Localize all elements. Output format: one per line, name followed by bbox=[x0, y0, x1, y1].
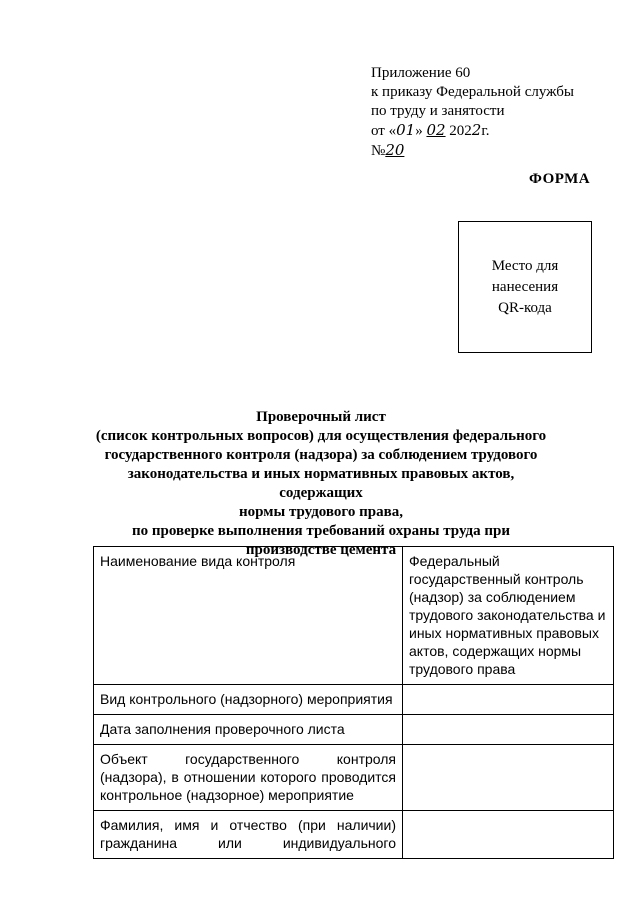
table-row bbox=[94, 685, 614, 715]
table-row bbox=[94, 811, 614, 859]
table-row bbox=[94, 745, 614, 811]
title-line-2: (список контрольных вопросов) для осуществления федерального bbox=[95, 428, 547, 444]
row-label: Объект государственного контроля (надзора), в отношении которого проводится контрольное (надзорное) мероприятие bbox=[94, 745, 403, 811]
row-value bbox=[403, 811, 614, 859]
checklist-info-table bbox=[93, 546, 614, 859]
number-value: 20 bbox=[385, 141, 405, 159]
row-value bbox=[403, 715, 614, 745]
date-day: 01 bbox=[396, 121, 416, 139]
date-prefix: от « bbox=[371, 123, 397, 139]
row-value: Федеральный государственный контроль (надзор) за соблюдением трудового законодательства и иных нормативных правовых актов, содержащих нормы трудового права bbox=[403, 547, 614, 685]
document-title bbox=[86, 408, 556, 560]
row-value bbox=[403, 685, 614, 715]
row-label: Наименование вида контроля bbox=[94, 547, 403, 685]
appendix-block bbox=[371, 64, 574, 161]
date-suffix: г. bbox=[481, 123, 490, 139]
appendix-number bbox=[371, 141, 574, 161]
title-line-3: государственного контроля (надзора) за соблюдением трудового bbox=[104, 447, 538, 463]
title-line-6: по проверке выполнения требований охраны труда при bbox=[132, 523, 510, 539]
qr-line-1: Место для bbox=[491, 257, 559, 274]
row-label: Вид контрольного (надзорного) мероприятия bbox=[94, 685, 403, 715]
title-line-4: законодательства и иных нормативных правовых актов, содержащих bbox=[127, 466, 515, 501]
row-label: Фамилия, имя и отчество (при наличии) гражданина или индивидуального bbox=[94, 811, 403, 859]
number-prefix: № bbox=[371, 143, 386, 159]
title-line-1: Проверочный лист bbox=[256, 409, 386, 425]
appendix-date bbox=[371, 121, 574, 141]
title-line-5: нормы трудового права, bbox=[239, 504, 403, 520]
table-row bbox=[94, 547, 614, 685]
title-line-7: производстве цемента bbox=[245, 542, 397, 558]
table-row bbox=[94, 715, 614, 745]
date-year-digit: 2 bbox=[471, 121, 482, 139]
appendix-line-3: по труду и занятости bbox=[371, 103, 505, 119]
row-label: Дата заполнения проверочного листа bbox=[94, 715, 403, 745]
date-mid: » bbox=[415, 123, 427, 139]
date-month: 02 bbox=[426, 121, 446, 139]
qr-code-placeholder bbox=[458, 221, 592, 353]
appendix-line-1: Приложение 60 bbox=[371, 65, 471, 81]
row-value bbox=[403, 745, 614, 811]
qr-line-2: нанесения bbox=[491, 278, 559, 295]
appendix-line-2: к приказу Федеральной службы bbox=[371, 84, 575, 100]
date-year-prefix: 202 bbox=[445, 123, 472, 139]
qr-line-3: QR-кода bbox=[498, 299, 552, 316]
form-label: ФОРМА bbox=[529, 171, 591, 187]
